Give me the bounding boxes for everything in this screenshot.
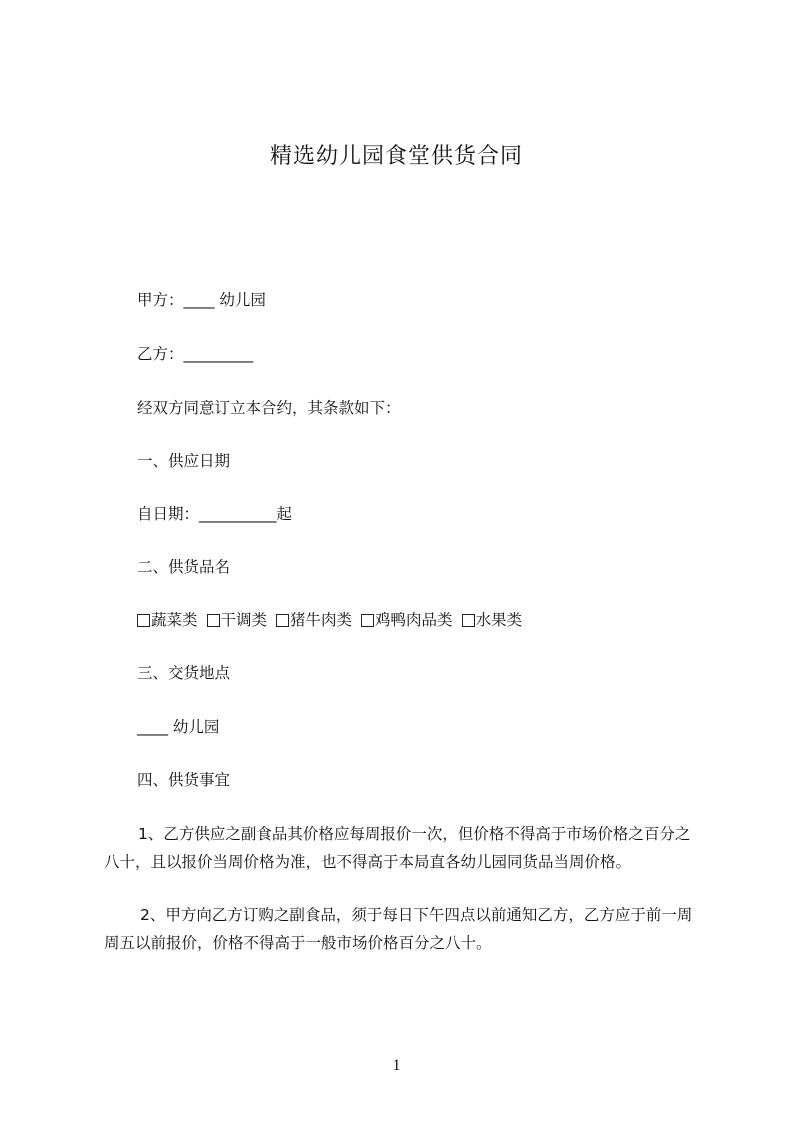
checkbox-icon: [276, 614, 289, 627]
goods-option-label: 干调类: [220, 611, 268, 629]
section4-heading: 四、供货事宜: [137, 771, 231, 789]
goods-option-label: 猪牛肉类: [290, 611, 353, 629]
section3-heading: 三、交货地点: [137, 664, 231, 682]
paragraph-line: 周五以前报价，价格不得高于一般市场价格百分之八十。: [104, 934, 492, 952]
goods-options: [137, 610, 531, 630]
checkbox-icon: [207, 614, 220, 627]
page-number: 1: [392, 1057, 401, 1074]
goods-option: [462, 610, 523, 630]
goods-option: [361, 610, 453, 630]
paragraph-line: 1、乙方供应之副食品其价格应每周报价一次，但价格不得高于市场价格之百分之: [138, 825, 691, 843]
paragraph-line: 2、甲方向乙方订购之副食品，须于每日下午四点以前通知乙方，乙方应于前一周: [140, 906, 693, 924]
paragraph-line: 八十，且以报价当周价格为准，也不得高于本局直各幼儿园同货品当周价格。: [104, 853, 632, 871]
section1-body: 自日期：__________起: [137, 505, 293, 523]
section1-heading: 一、供应日期: [137, 452, 231, 470]
checkbox-icon: [137, 614, 150, 627]
goods-option: [207, 610, 268, 630]
party-a-line: 甲方：____ 幼儿园: [137, 291, 266, 309]
goods-option-label: 水果类: [475, 611, 523, 629]
goods-option: [137, 610, 198, 630]
goods-option-label: 蔬菜类: [151, 611, 198, 629]
checkbox-icon: [462, 614, 475, 627]
goods-option: [276, 610, 352, 630]
intro-line: 经双方同意订立本合约，其条款如下：: [137, 399, 401, 417]
section2-heading: 二、供货品名: [137, 558, 231, 576]
section3-body: ____ 幼儿园: [137, 718, 220, 736]
goods-option-label: 鸡鸭肉品类: [375, 611, 453, 629]
checkbox-icon: [361, 614, 374, 627]
party-b-line: 乙方：_________: [137, 345, 254, 363]
document-title: 精选幼儿园食堂供货合同: [269, 144, 523, 169]
